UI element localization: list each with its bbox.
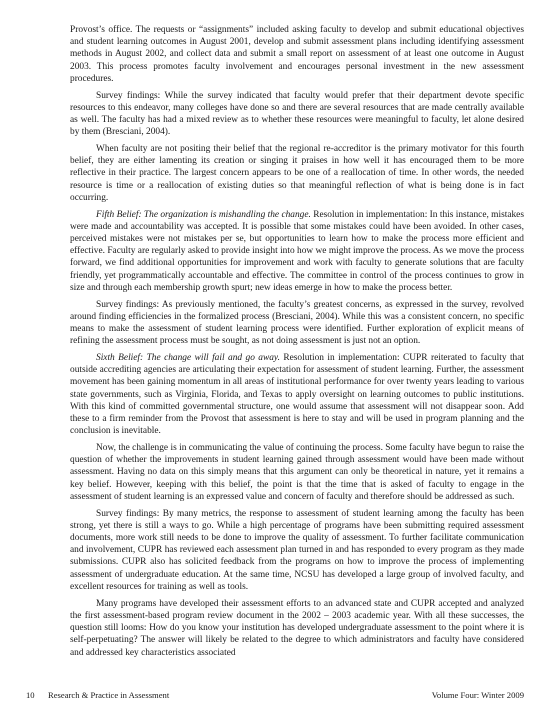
fifth-belief-heading: Fifth Belief: The organization is mishandling the change. [96, 209, 311, 220]
paragraph-1-text: Provost’s office. The requests or “assignments” included asking faculty to develop and submit educational objectives and student learning outcomes in August 2001, develop and submit assessment plans including identifying assessment methods in August 2002, and collect data and submit a small report on assessment of at least one outcome in August 2003. This process promotes faculty involvement and encourages personal investment in the new assessment procedures. [70, 25, 524, 84]
paragraph-3-text: When faculty are not positing their belief that the regional re-accreditor is the primary motivator for this fourth belief, they are either lamenting its creation or singing it praises in how well it has encouraged them to be more reflective in their practice. The largest concern appears to be one of a reallocation of time. In other words, the needed resource is time or a reallocation of existing duties so that meaningful reflection of what is being done is in fact occurring. [70, 144, 524, 203]
paragraph-3 [70, 143, 524, 204]
body-text [70, 24, 524, 663]
paragraph-8-text: Survey findings: By many metrics, the response to assessment of student learning among the faculty has been strong, yet there is still a ways to go. While a high percentage of programs have been submitting required assessment documents, more work still needs to be done to improve the quality of assessment. To further facilitate communication and involvement, CUPR has reviewed each assessment plan turned in and has responded to every program as they made submissions. CUPR also has solicited feedback from the programs on how to improve the process of implementing assessment of undergraduate education. At the same time, NCSU has developed a large group of involved faculty, and excellent resources for training as well as tools. [70, 508, 524, 592]
paragraph-9 [70, 598, 524, 659]
paragraph-8 [70, 508, 524, 593]
paragraph-5 [70, 299, 524, 348]
page-number: 10 [26, 690, 35, 700]
paragraph-2 [70, 90, 524, 139]
paragraph-1 [70, 24, 524, 85]
paragraph-7-text: Now, the challenge is in communicating the value of continuing the process. Some faculty have begun to raise the question of whether the improvements in student learning gained through assessment would have been made without assessment. Having no data on this simply means that this argument can only be theoretical in nature, yet it remains a key belief. However, keeping with this belief, the point is that the time that is asked of faculty to engage in the assessment of student learning is an expressed value and concern of faculty and therefore should be addressed as such. [70, 443, 524, 502]
paragraph-9-text: Many programs have developed their assessment efforts to an advanced state and CUPR accepted and analyzed the first assessment-based program review document in the 2002 – 2003 academic year. With all these successes, the question still looms: How do you know your institution has developed undergraduate assessment to the point where it is self-perpetuating? The answer will likely be related to the degree to which administrators and faculty have considered and addressed key characteristics associated [70, 598, 524, 658]
paragraph-4-text: Resolution in implementation: In this instance, mistakes were made and accountability was accepted. It is possible that some mistakes could have been avoided. In other cases, perceived mistakes were not mistakes per se, but opportunities to learn how to make the process more efficient and effective. Faculty are regularly asked to provide insight into how we might improve the process. As we move the process forward, we find additional opportunities for improvement and work with faculty to generate solutions that are faculty friendly, yet programmatically accountable and effective. The committee in control of the process continues to grow in size and through each membership growth spurt; new ideas emerge in how to make the process better. [70, 209, 524, 293]
journal-title: Research & Practice in Assessment [48, 690, 170, 700]
paragraph-2-text: Survey findings: While the survey indicated that faculty would prefer that their department devote specific resources to this endeavor, many colleges have done so and there are several resources that are made centrally available as well. The faculty has had a mixed review as to whether these resources were meaningful to faculty, let alone desired by them (Bresciani, 2004). [70, 90, 524, 138]
paragraph-7 [70, 442, 524, 503]
paragraph-6-text: Resolution in implementation: CUPR reiterated to faculty that outside accrediting agencies are articulating their expectation for assessment of student learning. Further, the assessment movement has been gaining momentum in all areas of institutional performance for over twenty years leading to various state governments, such as Virginia, Florida, and Texas to apply oversight on learning outcomes to public institutions. With this kind of committed governmental structure, one would assume that assessment will not disappear soon. Add these to a firm reminder from the Provost that assessment is here to stay and will be used in program planning and the conclusion is inevitable. [70, 353, 524, 437]
paragraph-4 [70, 209, 524, 294]
page-footer [26, 690, 524, 702]
paragraph-5-text: Survey findings: As previously mentioned, the faculty’s greatest concerns, as expressed in the survey, revolved around finding efficiencies in the formalized process (Bresciani, 2004). While this was a consistent concern, no specific means to make the assessment of student learning process were identified. Further exploration of explicit means of refining the assessment process must be sought, as not doing assessment is just not an option. [70, 299, 524, 347]
paragraph-6 [70, 352, 524, 437]
volume-label: Volume Four: Winter 2009 [431, 690, 524, 700]
sixth-belief-heading: Sixth Belief: The change will fail and go away. [96, 353, 280, 364]
